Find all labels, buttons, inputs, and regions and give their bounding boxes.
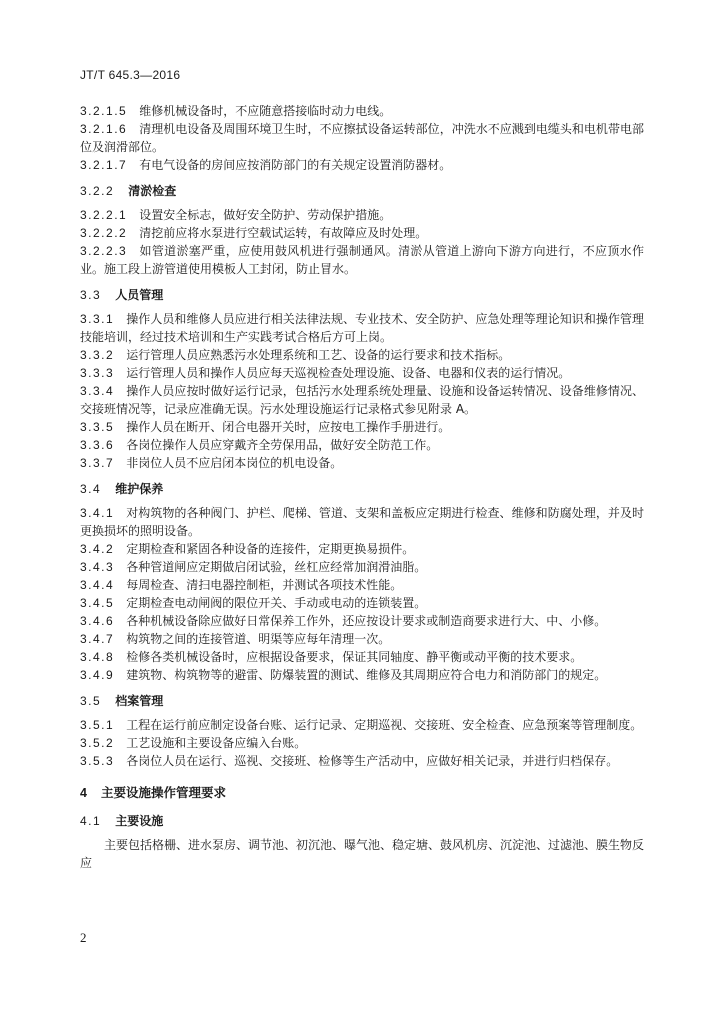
clause-number: 3.2.2.2 — [80, 226, 128, 240]
clause-number: 3.3.7 — [80, 456, 115, 470]
section-heading-3-5 — [80, 692, 644, 710]
clause — [80, 102, 644, 120]
chapter-number: 4 — [80, 786, 87, 800]
clause-list-3-3 — [80, 310, 644, 472]
clause — [80, 734, 644, 752]
clause — [80, 558, 644, 576]
section-heading-3-3 — [80, 286, 644, 304]
clause-text: 定期检查和紧固各种设备的连接件，定期更换易损件。 — [126, 542, 415, 556]
clause-text: 对构筑物的各种阀门、护栏、爬梯、管道、支架和盖板应定期进行检查、维修和防腐处理，并及时更换损坏的照明设备。 — [80, 506, 644, 538]
clause-text: 维修机械设备时，不应随意搭接临时动力电线。 — [139, 104, 392, 118]
clause-text: 清理机电设备及周围环境卫生时，不应擦拭设备运转部位，冲洗水不应溅到电缆头和电机带电部位及润滑部位。 — [80, 122, 644, 154]
clause-text: 工艺设施和主要设备应编入台账。 — [126, 736, 307, 750]
clause-number: 3.4.1 — [80, 506, 115, 520]
chapter-title: 主要设施操作管理要求 — [100, 785, 226, 800]
clause-number: 3.2.1.7 — [80, 158, 128, 172]
clause-number: 3.3.4 — [80, 384, 115, 398]
clause-list-3-4 — [80, 504, 644, 684]
clause-text: 各种管道闸应定期做启闭试验，丝杠应经常加润滑油脂。 — [126, 560, 427, 574]
clause — [80, 382, 644, 418]
clause-text: 非岗位人员不应启闭本岗位的机电设备。 — [126, 456, 343, 470]
clause-number: 3.4.5 — [80, 596, 115, 610]
clause — [80, 310, 644, 346]
chapter-heading-4 — [80, 784, 644, 802]
clause — [80, 242, 644, 278]
clause-text: 操作人员应按时做好运行记录，包括污水处理系统处理量、设施和设备运转情况、设备维修情况、交接班情况等，记录应准确无误。污水处理设施运行记录格式参见附录 A。 — [80, 384, 644, 416]
clause — [80, 364, 644, 382]
clause-list-3-2-1 — [80, 102, 644, 174]
section-title: 人员管理 — [115, 288, 164, 302]
clause-text: 各岗位人员在运行、巡视、交接班、检修等生产活动中，应做好相关记录，并进行归档保存。 — [126, 754, 619, 768]
clause-number: 3.3.1 — [80, 312, 115, 326]
clause-number: 3.4.7 — [80, 632, 115, 646]
clause-number: 3.5.2 — [80, 736, 115, 750]
section-number: 4.1 — [80, 814, 102, 828]
clause — [80, 120, 644, 156]
clause-number: 3.3.2 — [80, 348, 115, 362]
section-number: 3.3 — [80, 288, 102, 302]
clause-text: 操作人员在断开、闭合电器开关时，应按电工操作手册进行。 — [126, 420, 451, 434]
clause — [80, 346, 644, 364]
body-paragraph: 主要包括格栅、进水泵房、调节池、初沉池、曝气池、稳定塘、鼓风机房、沉淀池、过滤池、膜生物反应 — [80, 838, 645, 870]
clause-number: 3.5.3 — [80, 754, 115, 768]
clause-number: 3.2.1.5 — [80, 104, 128, 118]
clause — [80, 752, 644, 770]
clause — [80, 648, 644, 666]
clause-text: 各种机械设备除应做好日常保养工作外，还应按设计要求或制造商要求进行大、中、小修。 — [126, 614, 607, 628]
clause — [80, 504, 644, 540]
section-heading-4-1 — [80, 812, 644, 830]
section-heading-3-4 — [80, 480, 644, 498]
clause — [80, 156, 644, 174]
clause-number: 3.2.1.6 — [80, 122, 128, 136]
clause — [80, 576, 644, 594]
section-number: 3.4 — [80, 482, 102, 496]
section-title: 档案管理 — [115, 694, 164, 708]
clause-text: 如管道淤塞严重，应使用鼓风机进行强制通风。清淤从管道上游向下游方向进行，不应顶水作业。施工段上游管道使用模板人工封闭，防止冒水。 — [80, 244, 644, 276]
section-title: 主要设施 — [115, 814, 164, 828]
clause — [80, 436, 644, 454]
section-heading-3-2-2 — [80, 182, 644, 200]
clause — [80, 666, 644, 684]
clause-number: 3.5.1 — [80, 718, 115, 732]
section-title: 清淤检查 — [128, 184, 177, 198]
clause — [80, 612, 644, 630]
clause-number: 3.2.2.1 — [80, 208, 128, 222]
clause-text: 构筑物之间的连接管道、明渠等应每年清理一次。 — [126, 632, 391, 646]
clause-number: 3.4.2 — [80, 542, 115, 556]
clause-text: 工程在运行前应制定设备台账、运行记录、定期巡视、交接班、安全检查、应急预案等管理制度。 — [126, 718, 643, 732]
clause-number: 3.3.6 — [80, 438, 115, 452]
clause-text: 各岗位操作人员应穿戴齐全劳保用品，做好安全防范工作。 — [126, 438, 439, 452]
clause — [80, 594, 644, 612]
clause — [80, 630, 644, 648]
clause — [80, 206, 644, 224]
clause-text: 检修各类机械设备时，应根据设备要求，保证其同轴度、静平衡或动平衡的技术要求。 — [126, 650, 583, 664]
clause-list-3-2-2 — [80, 206, 644, 278]
page-content — [80, 102, 644, 872]
clause-list-3-5 — [80, 716, 644, 770]
clause-text: 定期检查电动闸阀的限位开关、手动或电动的连锁装置。 — [126, 596, 427, 610]
clause-number: 3.4.6 — [80, 614, 115, 628]
clause-text: 设置安全标志，做好安全防护、劳动保护措施。 — [139, 208, 392, 222]
standard-code-header: JT/T 645.3—2016 — [80, 68, 181, 82]
clause-number: 3.4.8 — [80, 650, 115, 664]
clause-number: 3.4.4 — [80, 578, 115, 592]
clause-number: 3.3.5 — [80, 420, 115, 434]
clause — [80, 454, 644, 472]
section-number: 3.5 — [80, 694, 102, 708]
clause-number: 3.4.3 — [80, 560, 115, 574]
clause-text: 运行管理人员和操作人员应每天巡视检查处理设施、设备、电器和仪表的运行情况。 — [126, 366, 571, 380]
clause-text: 每周检查、清扫电器控制柜，并测试各项技术性能。 — [126, 578, 403, 592]
clause-text: 运行管理人员应熟悉污水处理系统和工艺、设备的运行要求和技术指标。 — [126, 348, 511, 362]
clause-number: 3.3.3 — [80, 366, 115, 380]
section-title: 维护保养 — [115, 482, 164, 496]
clause-text: 清挖前应将水泵进行空载试运转，有故障应及时处理。 — [139, 226, 428, 240]
clause-text: 有电气设备的房间应按消防部门的有关规定设置消防器材。 — [139, 158, 452, 172]
clause-text: 建筑物、构筑物等的避雷、防爆装置的测试、维修及其周期应符合电力和消防部门的规定。 — [126, 668, 607, 682]
page-number: 2 — [80, 930, 87, 945]
clause — [80, 716, 644, 734]
clause — [80, 540, 644, 558]
clause — [80, 224, 644, 242]
clause — [80, 418, 644, 436]
clause-text: 操作人员和维修人员应进行相关法律法规、专业技术、安全防护、应急处理等理论知识和操作管理技能培训，经过技术培训和生产实践考试合格后方可上岗。 — [80, 312, 644, 344]
clause-number: 3.2.2.3 — [80, 244, 128, 258]
clause-number: 3.4.9 — [80, 668, 115, 682]
section-number: 3.2.2 — [80, 184, 115, 198]
